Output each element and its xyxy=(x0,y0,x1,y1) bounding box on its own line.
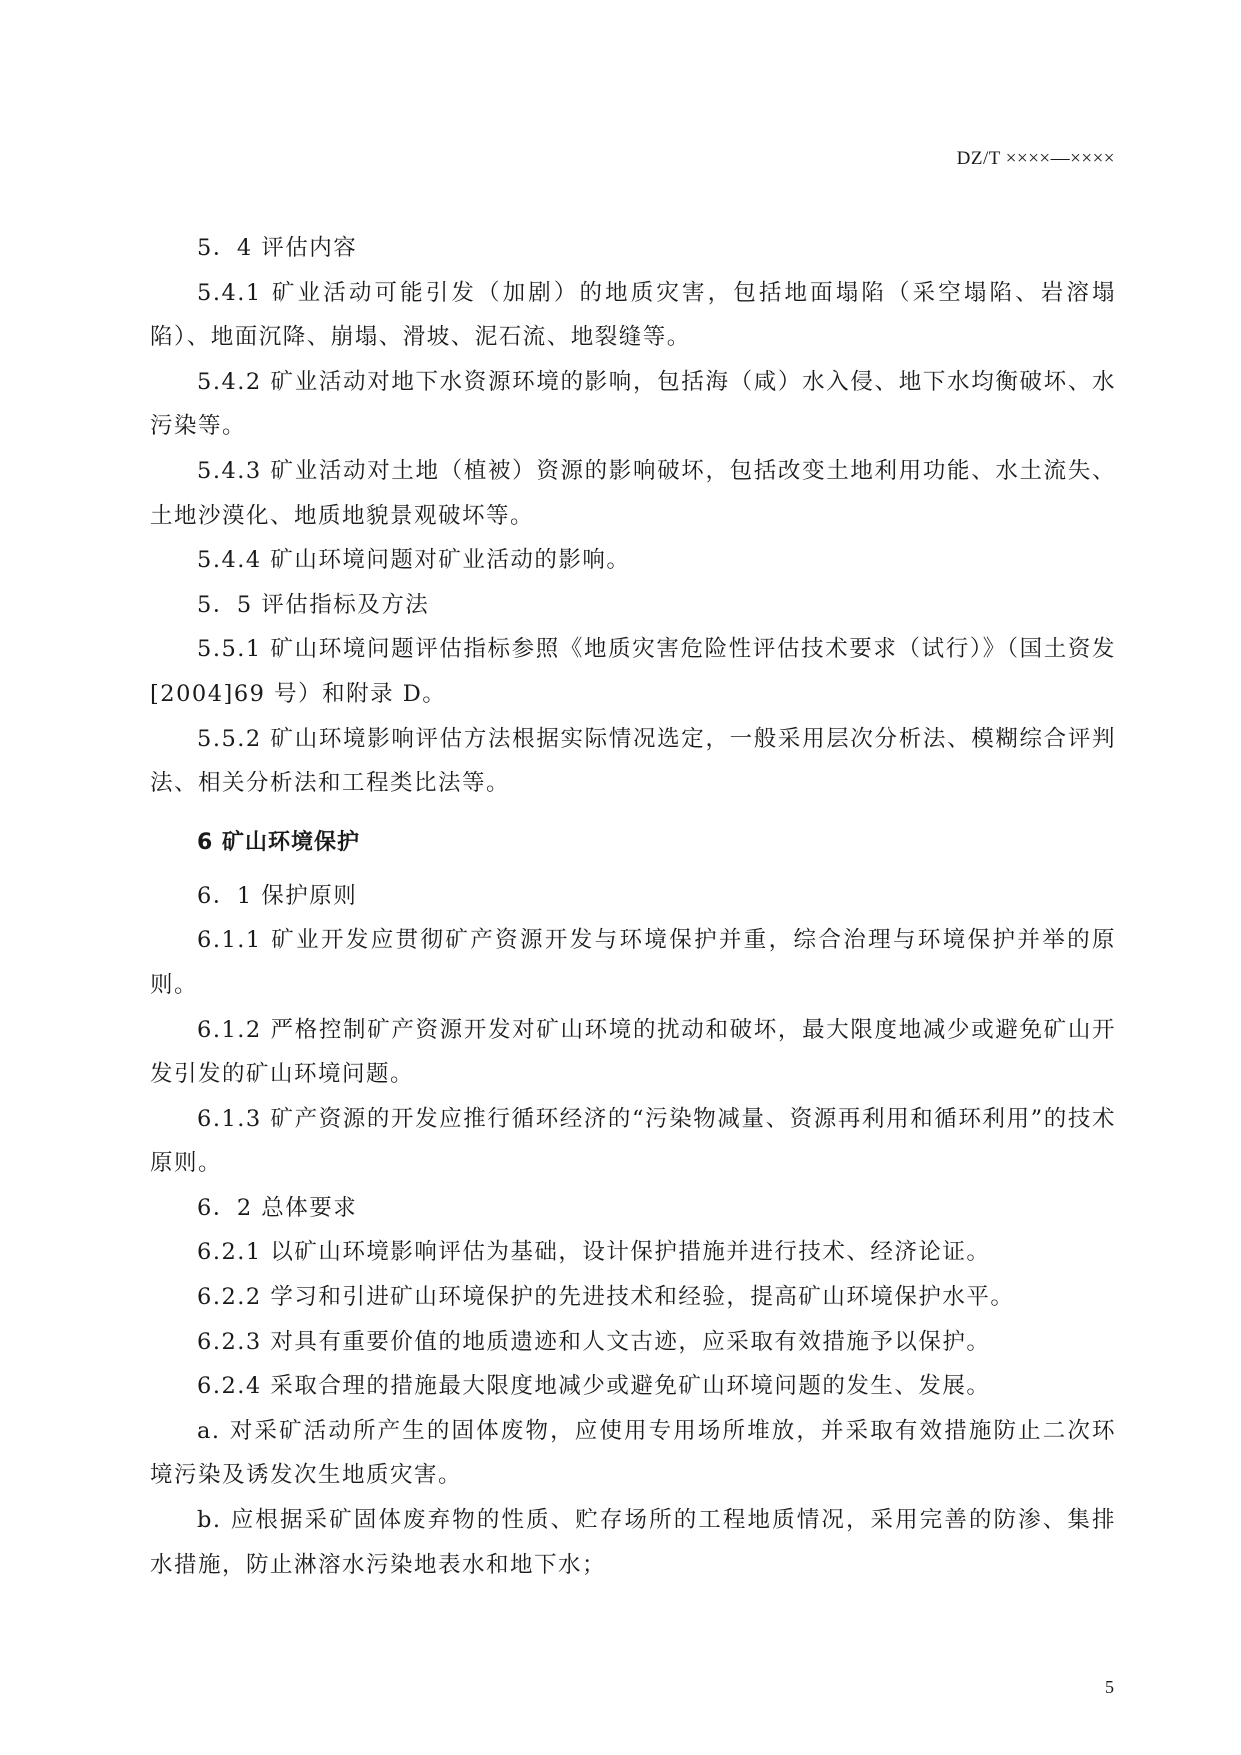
body-paragraph: 5.4.1 矿业活动可能引发（加剧）的地质灾害，包括地面塌陷（采空塌陷、岩溶塌陷）、地面沉降、崩塌、滑坡、泥石流、地裂缝等。 xyxy=(150,279,1116,351)
body-paragraph: 5.4.3 矿业活动对土地（植被）资源的影响破坏，包括改变土地利用功能、水土流失、土地沙漠化、地质地貌景观破坏等。 xyxy=(150,457,1116,529)
body-paragraph: 5.5.2 矿山环境影响评估方法根据实际情况选定，一般采用层次分析法、模糊综合评判法、相关分析法和工程类比法等。 xyxy=(150,725,1116,797)
body-paragraph: b. 应根据采矿固体废弃物的性质、贮存场所的工程地质情况，采用完善的防渗、集排水措施，防止淋溶水污染地表水和地下水； xyxy=(150,1507,1116,1578)
body-paragraph: 5．4 评估内容 xyxy=(197,235,358,261)
document-code-header: DZ/T ××××—×××× xyxy=(956,148,1115,169)
body-paragraph: 6.1.3 矿产资源的开发应推行循环经济的“污染物减量、资源再利用和循环利用”的技术原则。 xyxy=(150,1105,1116,1177)
body-paragraph: 6．1 保护原则 xyxy=(197,882,358,909)
body-paragraph: 6.1.2 严格控制矿产资源开发对矿山环境的扰动和破坏，最大限度地减少或避免矿山开发引发的矿山环境问题。 xyxy=(150,1016,1116,1088)
body-paragraph: 6.2.2 学习和引进矿山环境保护的先进技术和经验，提高矿山环境保护水平。 xyxy=(197,1284,1015,1311)
body-paragraph: 5.4.4 矿山环境问题对矿业活动的影响。 xyxy=(197,547,631,574)
body-paragraph: 5.5.1 矿山环境问题评估指标参照《地质灾害危险性评估技术要求（试行）》（国土资发[2004]69 号）和附录 D。 xyxy=(150,636,1116,707)
body-paragraph: 6.1.1 矿业开发应贯彻矿产资源开发与环境保护并重，综合治理与环境保护并举的原则。 xyxy=(150,927,1116,998)
section-heading: 6 矿山环境保护 xyxy=(197,829,360,855)
body-paragraph: a. 对采矿活动所产生的固体废物，应使用专用场所堆放，并采取有效措施防止二次环境污染及诱发次生地质灾害。 xyxy=(150,1417,1116,1489)
body-paragraph: 5.4.2 矿业活动对地下水资源环境的影响，包括海（咸）水入侵、地下水均衡破坏、水污染等。 xyxy=(150,368,1116,440)
body-paragraph: 6.2.1 以矿山环境影响评估为基础，设计保护措施并进行技术、经济论证。 xyxy=(197,1239,991,1266)
body-paragraph: 5．5 评估指标及方法 xyxy=(197,591,430,618)
document-body xyxy=(150,226,1116,1587)
page-number: 5 xyxy=(1105,1677,1114,1697)
body-paragraph: 6.2.4 采取合理的措施最大限度地减少或避免矿山环境问题的发生、发展。 xyxy=(197,1373,991,1400)
body-paragraph: 6．2 总体要求 xyxy=(197,1194,358,1221)
body-paragraph: 6.2.3 对具有重要价值的地质遗迹和人文古迹，应采取有效措施予以保护。 xyxy=(197,1328,991,1355)
